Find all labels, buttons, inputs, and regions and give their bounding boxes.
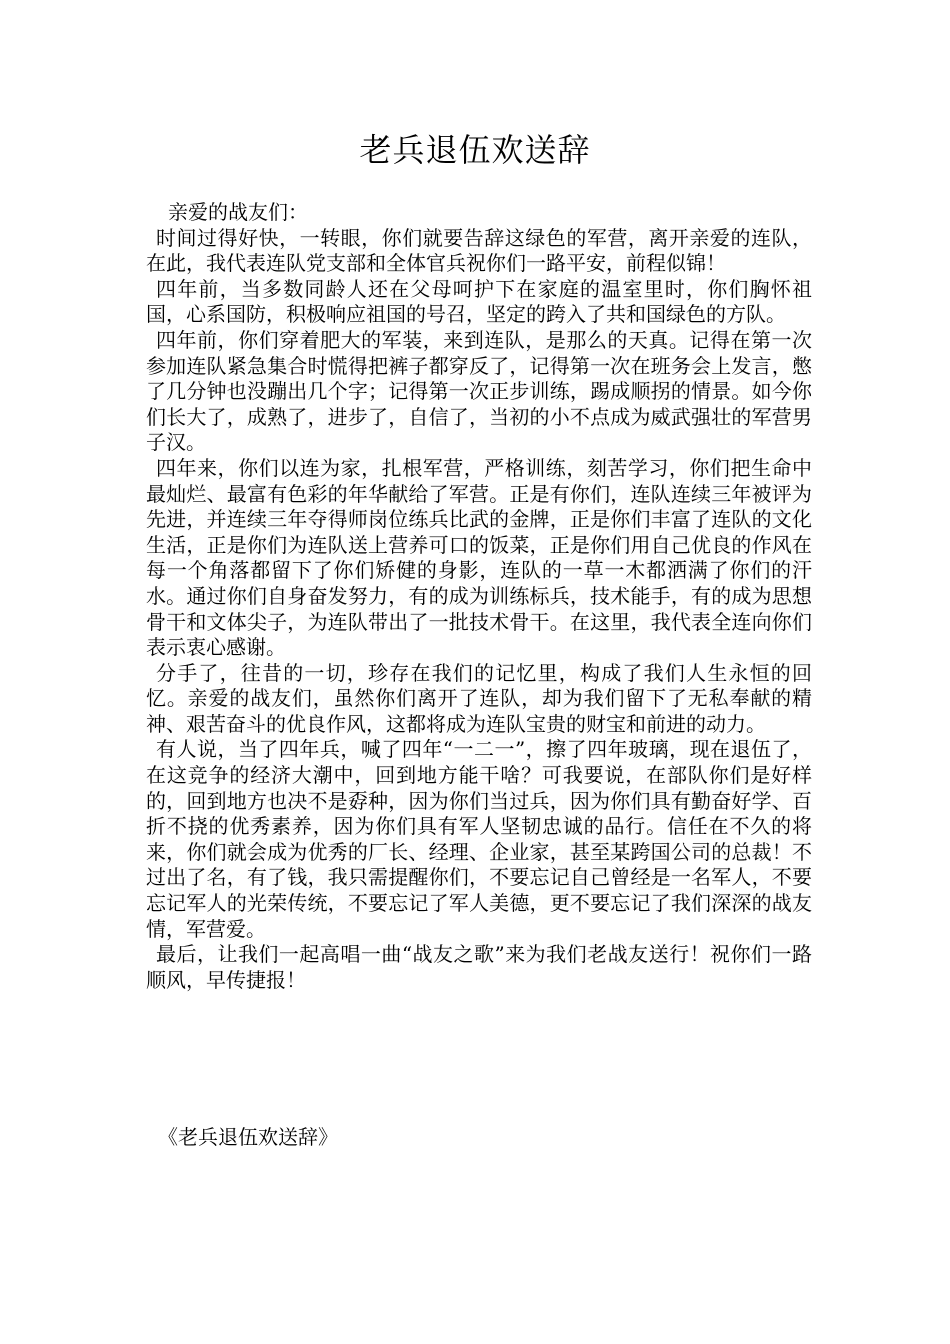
paragraph: 时间过得好快，一转眼，你们就要告辞这绿色的军营，离开亲爱的连队，在此，我代表连队党支部和全体官兵祝你们一路平安，前程似锦！ [146, 225, 812, 276]
paragraph: 四年前，你们穿着肥大的军装，来到连队，是那么的天真。记得在第一次参加连队紧急集合时慌得把裤子都穿反了，记得第一次在班务会上发言，憋了几分钟也没蹦出几个字；记得第一次正步训练，踢成顺拐的情景。如今你们长大了，成熟了，进步了，自信了，当初的小不点成为威武强壮的军营男子汉。 [146, 327, 812, 455]
salutation: 亲爱的战友们： [168, 200, 308, 224]
footer-title: 《老兵退伍欢送辞》 [158, 1125, 338, 1149]
paragraph: 分手了，往昔的一切，珍存在我们的记忆里，构成了我们人生永恒的回忆。亲爱的战友们，虽然你们离开了连队，却为我们留下了无私奉献的精神、艰苦奋斗的优良作风，这都将成为连队宝贵的财宝和前进的动力。 [146, 660, 812, 736]
paragraph: 有人说，当了四年兵，喊了四年“一二一”，擦了四年玻璃，现在退伍了，在这竞争的经济大潮中，回到地方能干啥？可我要说，在部队你们是好样的，回到地方也决不是孬种，因为你们当过兵，因为你们具有勤奋好学、百折不挠的优秀素养，因为你们具有军人坚韧忠诚的品行。信任在不久的将来，你们就会成为优秀的厂长、经理、企业家，甚至某跨国公司的总裁！不过出了名，有了钱，我只需提醒你们，不要忘记自己曾经是一名军人，不要忘记军人的光荣传统，不要忘记了军人美德，更不要忘记了我们深深的战友情，军营爱。 [146, 737, 812, 941]
paragraph: 四年来，你们以连为家，扎根军营，严格训练，刻苦学习，你们把生命中最灿烂、最富有色彩的年华献给了军营。正是有你们，连队连续三年被评为先进，并连续三年夺得师岗位练兵比武的金牌，正是你们丰富了连队的文化生活，正是你们为连队送上营养可口的饭菜，正是你们用自己优良的作风在每一个角落都留下了你们矫健的身影，连队的一草一木都洒满了你们的汗水。通过你们自身奋发努力，有的成为训练标兵，技术能手，有的成为思想骨干和文体尖子，为连队带出了一批技术骨干。在这里，我代表全连向你们表示衷心感谢。 [146, 455, 812, 660]
paragraph: 四年前，当多数同龄人还在父母呵护下在家庭的温室里时，你们胸怀祖国，心系国防，积极响应祖国的号召，坚定的跨入了共和国绿色的方队。 [146, 276, 812, 327]
document-body [146, 200, 812, 993]
document-title: 老兵退伍欢送辞 [359, 131, 591, 169]
paragraph: 最后，让我们一起高唱一曲“战友之歌”来为我们老战友送行！祝你们一路顺风，早传捷报！ [146, 942, 812, 992]
